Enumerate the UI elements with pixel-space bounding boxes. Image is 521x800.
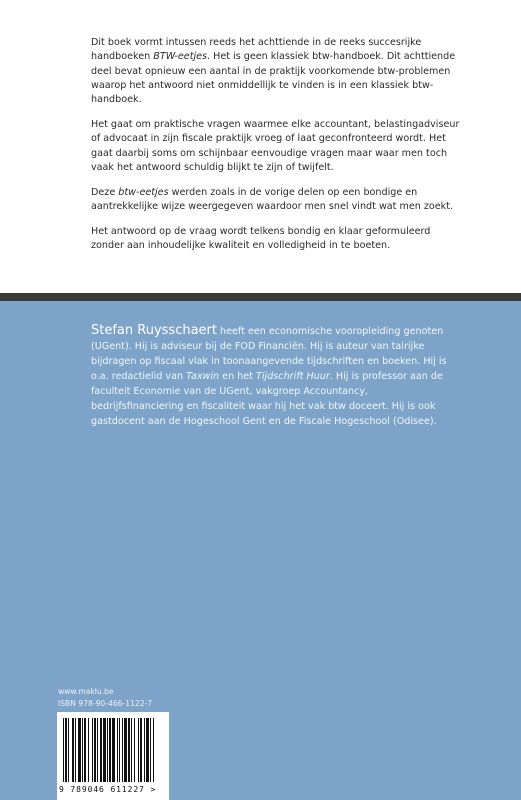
author-bio: Stefan Ruysschaert heeft een economische vooropleiding genoten (UGent). Hij is adviseur bij de FOD Financiën. Hij is auteur van talrijke bijdragen op fiscaal vlak in toonaangevende tijdschriften en boeken. Hij is o.a. redactielid van Taxwin en het Tijdschrift Huur. Hij is professor aan de faculteit Economie van de UGent, vakgroep Accountancy, bedrijfsfinanciering en fiscaliteit waar hij het vak btw doceert. Hij is ook gastdocent aan de Hogeschool Gent en de Fiscale Hogeschool (Odisee). xyxy=(91,323,447,427)
back-cover-top xyxy=(0,0,521,293)
author-name: Stefan Ruysschaert xyxy=(91,323,217,338)
barcode xyxy=(57,712,169,800)
isbn-label: ISBN 978-90-466-1122-7 xyxy=(58,699,153,708)
publisher-url[interactable]: www.maklu.be xyxy=(58,687,114,696)
author-panel xyxy=(0,301,521,800)
divider-band xyxy=(0,293,521,301)
blurb xyxy=(91,36,463,264)
barcode-digits: 9 789046 611227 > xyxy=(59,785,157,794)
blurb-paragraph-3: Deze btw-eetjes werden zoals in de vorige delen op een bondige en aantrekkelijke wijze weergegeven waardoor men snel vindt wat men zoekt. xyxy=(91,186,454,212)
publisher-info xyxy=(58,686,152,710)
blurb-paragraph-1: Dit boek vormt intussen reeds het achttiende in de reeks succesrijke handboeken BTW-eetjes. Het is geen klassiek btw-handboek. Dit achttiende deel bevat opnieuw een aantal in de praktijk voorkomende btw-problemen waarop het antwoord niet onmiddellijk te vinden is in een klassiek btw-handboek. xyxy=(91,37,456,106)
blurb-paragraph-4: Het antwoord op de vraag wordt telkens bondig en klaar geformuleerd zonder aan inhoudelijke kwaliteit en volledigheid in te boeten. xyxy=(91,225,431,252)
blurb-paragraph-2: Het gaat om praktische vragen waarmee elke accountant, belastingadviseur of advocaat in zijn fiscale praktijk vroeg of laat geconfronteerd wordt. Het gaat daarbij soms om schijnbaar eenvoudige vragen maar waar men toch vaak het antwoord schuldig blijkt te zijn of twijfelt. xyxy=(91,118,460,173)
